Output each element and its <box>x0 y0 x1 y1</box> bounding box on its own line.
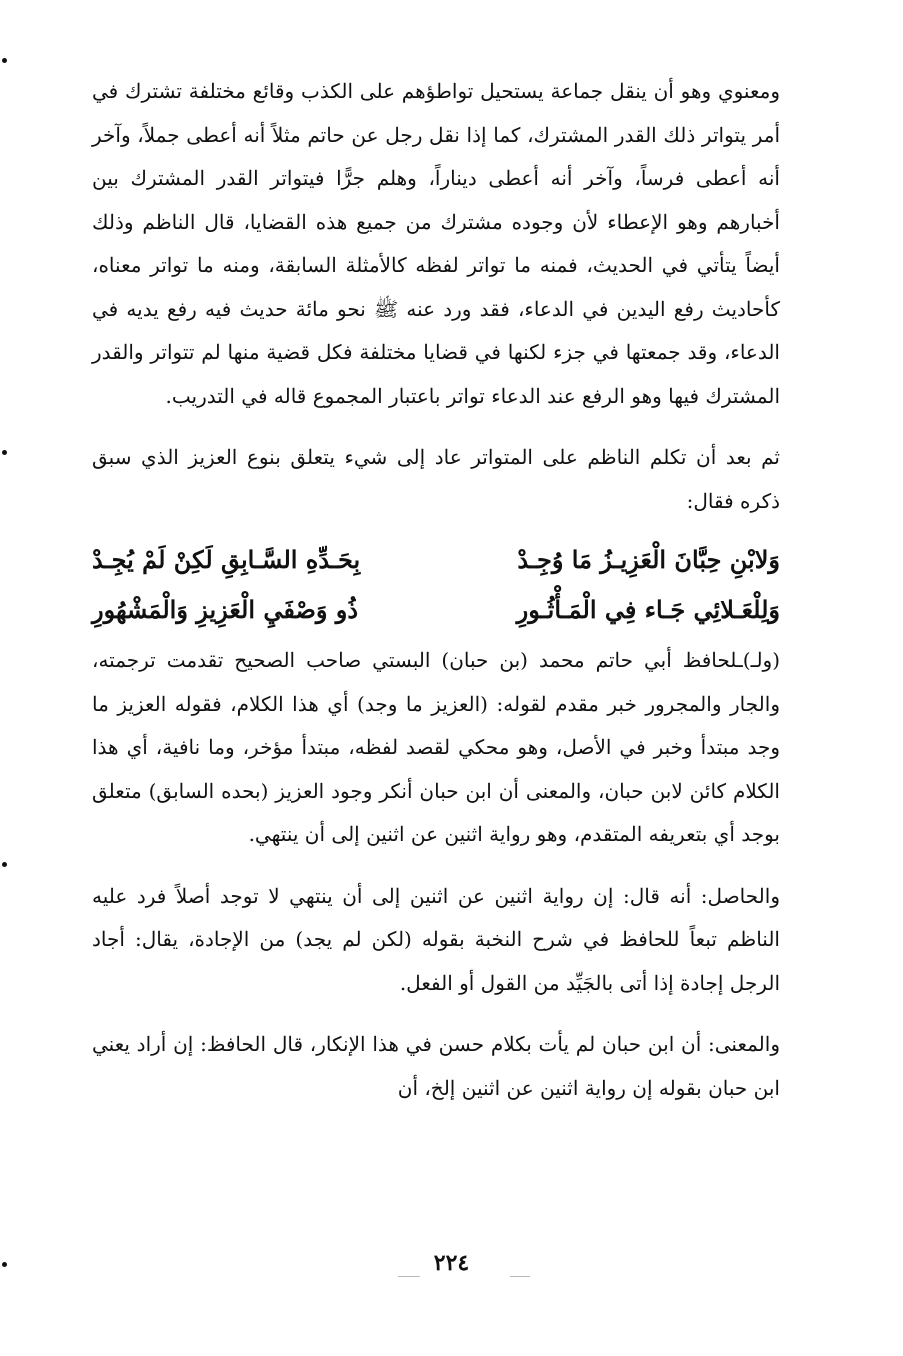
verse-second-hemistich: بِحَـدِّهِ السَّـابِقِ لَكِنْ لَمْ يُجِـدْ <box>92 545 361 574</box>
page-number: ٢٢٤ <box>433 1250 470 1276</box>
verse-line <box>92 585 780 635</box>
verse-first-hemistich: وَلابْنِ حِبَّانَ الْعَزِيـزُ مَا وُجِـدْ <box>517 545 780 574</box>
scan-mark <box>2 450 7 455</box>
poem-verse <box>92 535 780 635</box>
verse-first-hemistich: وَلِلْعَـلائِي جَـاء فِي الْمَـأْثُـورِ <box>516 595 780 624</box>
scan-mark <box>2 1262 7 1267</box>
verse-second-hemistich: ذُو وَصْفَيِ الْعَزِيزِ وَالْمَشْهُورِ <box>92 595 359 624</box>
paragraph: (ولـ)ـلحافظ أبي حاتم محمد (بن حبان) البستي صاحب الصحيح تقدمت ترجمته، والجار والمجرور خبر مقدم لقوله: (العزيز ما وجد) أي هذا الكلام، فقوله العزيز ما وجد مبتدأ وخبر في الأصل، وهو محكي لقصد لفظه، مبتدأ مؤخر، وما نافية، أي هذا الكلام كائن لابن حبان، والمعنى أن ابن حبان أنكر وجود العزيز (بحده السابق) متعلق بوجد أي بتعريفه المتقدم، وهو رواية اثنين عن اثنين إلى أن ينتهي. <box>92 648 780 846</box>
scan-mark <box>2 58 7 63</box>
paragraph: والمعنى: أن ابن حبان لم يأت بكلام حسن في هذا الإنكار، قال الحافظ: إن أراد يعني ابن حبان بقوله إن رواية اثنين عن اثنين إلخ، أن <box>92 1032 780 1100</box>
divider <box>510 1276 530 1277</box>
scan-mark <box>2 862 7 867</box>
paragraph: والحاصل: أنه قال: إن رواية اثنين عن اثنين إلى أن ينتهي لا توجد أصلاً فرد عليه الناظم تبعاً للحافظ في شرح النخبة بقوله (لكن لم يجد) من الإجادة، يقال: أجاد الرجل إجادة إذا أتى بالجَيِّد من القول أو الفعل. <box>92 883 780 995</box>
verse-line <box>92 535 780 585</box>
page-body <box>92 70 780 1110</box>
paragraph: ثم بعد أن تكلم الناظم على المتواتر عاد إلى شيء يتعلق بنوع العزيز الذي سبق ذكره فقال: <box>92 445 780 513</box>
divider <box>398 1276 420 1277</box>
paragraph: ومعنوي وهو أن ينقل جماعة يستحيل تواطؤهم على الكذب وقائع مختلفة تشترك في أمر يتواتر ذلك القدر المشترك، كما إذا نقل رجل عن حاتم مثلاً أنه أعطى جملاً، وآخر أنه أعطى فرساً، وآخر أنه أعطى ديناراً، وهلم جرًّا فيتواتر القدر المشترك بين أخبارهم وهو الإعطاء لأن وجوده مشترك من جميع هذه القضايا، قال الناظم وذلك أيضاً يتأتي في الحديث، فمنه ما تواتر لفظه كالأمثلة السابقة، ومنه ما تواتر معناه، كأحاديث رفع اليدين في الدعاء، فقد ورد عنه ﷺ نحو مائة حديث فيه رفع يديه في الدعاء، وقد جمعتها في جزء لكنها في قضايا مختلفة فكل قضية منها لم تتواتر والقدر المشترك فيها وهو الرفع عند الدعاء تواتر باعتبار المجموع قاله في التدريب. <box>92 79 780 408</box>
